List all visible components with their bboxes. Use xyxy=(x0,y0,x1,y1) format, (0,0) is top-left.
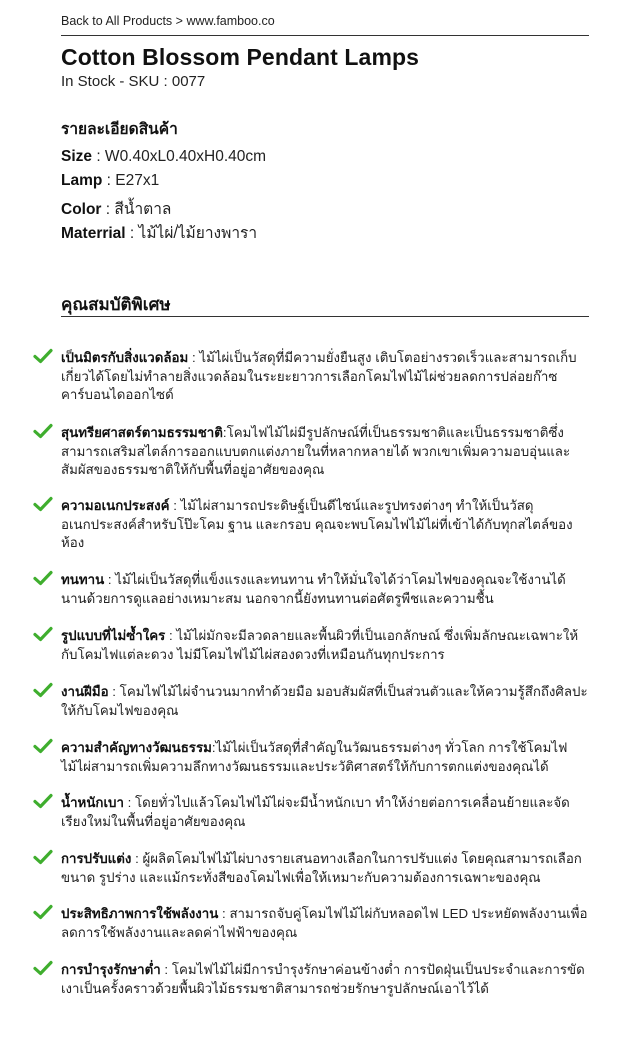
feature-text xyxy=(61,739,591,776)
feature-description: : ไม้ไผ่มักจะมีลวดลายและพื้นผิวที่เป็นเอกลักษณ์ ซึ่งเพิ่มลักษณะเฉพาะให้กับโคมไฟแต่ละดวง ไม่มีโคมไฟไม้ไผ่สองดวงที่เหมือนกันทุกประการ xyxy=(61,628,579,662)
feature-description: : ไม้ไผ่เป็นวัสดุที่มีความยั่งยืนสูง เติบโตอย่างรวดเร็วและสามารถเก็บเกี่ยวได้โดยไม่ทำลายสิ่งแวดล้อมในระยะยาวการเลือกโคมไฟไม้ไผ่ช่วยลดการปล่อยก๊าซคาร์บอนไดออกไซด์ xyxy=(61,350,577,402)
feature-title: รูปแบบที่ไม่ซ้ำใคร xyxy=(61,628,166,643)
spec-color xyxy=(61,196,171,221)
feature-description: : โคมไฟไม้ไผ่มีการบำรุงรักษาค่อนข้างต่ำ การปัดฝุ่นเป็นประจำและการขัดเงาเป็นครั้งคราวด้วยพื้นผิวไม้ธรรมชาติสามารถช่วยรักษารูปลักษณ์เอาไว้ได้ xyxy=(61,962,585,996)
feature-description: :โคมไฟไม้ไผ่มีรูปลักษณ์ที่เป็นธรรมชาติและเป็นธรรมชาติซึ่งสามารถเสริมสไตล์การออกแบบตกแต่งภายในที่หลากหลายได้ พวกเขาเพิ่มความอบอุ่นและสัมผัสของธรรมชาติให้กับพื้นที่อยู่อาศัยของคุณ xyxy=(61,425,571,477)
feature-description: :ไม้ไผ่เป็นวัสดุที่สำคัญในวัฒนธรรมต่างๆ ทั่วโลก การใช้โคมไฟไม้ไผ่สามารถเพิ่มความลึกทางวัฒนธรรมและประวัติศาสตร์ให้กับการตกแต่งของคุณได้ xyxy=(61,740,568,774)
feature-title: ประสิทธิภาพการใช้พลังงาน xyxy=(61,906,219,921)
feature-text xyxy=(61,961,591,998)
feature-item xyxy=(61,627,591,664)
feature-text xyxy=(61,850,591,887)
feature-description: : โคมไฟไม้ไผ่จำนวนมากทำด้วยมือ มอบสัมผัสที่เป็นส่วนตัวและให้ความรู้สึกถึงศิลปะให้กับโคมไฟของคุณ xyxy=(61,684,588,718)
feature-text xyxy=(61,627,591,664)
breadcrumb xyxy=(61,14,275,28)
feature-item xyxy=(61,794,591,831)
check-icon xyxy=(33,423,53,439)
spec-lamp xyxy=(61,172,159,190)
feature-title: เป็นมิตรกับสิ่งแวดล้อม xyxy=(61,350,189,365)
feature-item xyxy=(61,683,591,720)
details-heading: รายละเอียดสินค้า xyxy=(61,121,178,138)
spec-value: : สีน้ำตาล xyxy=(101,201,172,218)
spec-value: : ไม้ไผ่/ไม้ยางพารา xyxy=(125,225,258,242)
feature-title: ทนทาน xyxy=(61,572,105,587)
divider xyxy=(61,35,589,36)
feature-text xyxy=(61,349,591,405)
spec-label: Color xyxy=(61,201,102,218)
feature-text xyxy=(61,497,591,553)
breadcrumb-site: www.famboo.co xyxy=(186,14,275,28)
stock-sku: In Stock - SKU : 0077 xyxy=(61,73,206,90)
spec-label: Lamp xyxy=(61,172,103,189)
feature-item xyxy=(61,424,591,480)
spec-value: : E27x1 xyxy=(102,172,160,189)
check-icon xyxy=(33,682,53,698)
feature-item xyxy=(61,850,591,887)
feature-item xyxy=(61,497,591,553)
spec-size xyxy=(61,148,266,166)
feature-text xyxy=(61,683,591,720)
feature-item xyxy=(61,571,591,608)
feature-text xyxy=(61,794,591,831)
spec-label: Materrial xyxy=(61,225,126,242)
check-icon xyxy=(33,904,53,920)
feature-text xyxy=(61,571,591,608)
feature-description: : ผู้ผลิตโคมไฟไม้ไผ่บางรายเสนอทางเลือกในการปรับแต่ง โดยคุณสามารถเลือกขนาด รูปร่าง และแม้กระทั่งสีของโคมไฟเพื่อให้เหมาะกับความต้องการเฉพาะของคุณ xyxy=(61,851,582,885)
check-icon xyxy=(33,626,53,642)
feature-item xyxy=(61,905,591,942)
check-icon xyxy=(33,570,53,586)
feature-title: สุนทรียศาสตร์ตามธรรมชาติ xyxy=(61,425,223,440)
back-to-products-link[interactable]: Back to All Products xyxy=(61,14,173,28)
check-icon xyxy=(33,738,53,754)
check-icon xyxy=(33,348,53,364)
spec-material xyxy=(61,220,257,245)
feature-description: : ไม้ไผ่เป็นวัสดุที่แข็งแรงและทนทาน ทำให้มั่นใจได้ว่าโคมไฟของคุณจะใช้งานได้นานด้วยการดูแลอย่างเหมาะสม นอกจากนี้ยังทนทานต่อศัตรูพืชและความชื้น xyxy=(61,572,566,606)
feature-title: ความสำคัญทางวัฒนธรรม xyxy=(61,740,212,755)
check-icon xyxy=(33,496,53,512)
feature-description: : ไม้ไผ่สามารถประดิษฐ์เป็นดีไซน์และรูปทรงต่างๆ ทำให้เป็นวัสดุอเนกประสงค์สำหรับโป๊ะโคม ฐาน และกรอบ คุณจะพบโคมไฟไม้ไผ่ที่เข้าได้กับทุกสไตล์ของห้อง xyxy=(61,498,573,550)
feature-title: งานฝีมือ xyxy=(61,684,109,699)
check-icon xyxy=(33,793,53,809)
feature-description: : โดยทั่วไปแล้วโคมไฟไม้ไผ่จะมีน้ำหนักเบา ทำให้ง่ายต่อการเคลื่อนย้ายและจัดเรียงใหม่ในพื้นที่อยู่อาศัยของคุณ xyxy=(61,795,570,829)
features-heading: คุณสมบัติพิเศษ xyxy=(61,295,171,314)
feature-text xyxy=(61,905,591,942)
feature-title: การบำรุงรักษาต่ำ xyxy=(61,962,161,977)
divider xyxy=(61,316,589,317)
check-icon xyxy=(33,849,53,865)
feature-item xyxy=(61,349,591,405)
feature-text xyxy=(61,424,591,480)
spec-value: : W0.40xL0.40xH0.40cm xyxy=(92,148,267,165)
feature-title: น้ำหนักเบา xyxy=(61,795,124,810)
feature-title: ความอเนกประสงค์ xyxy=(61,498,170,513)
product-title: Cotton Blossom Pendant Lamps xyxy=(61,44,420,70)
breadcrumb-separator: > xyxy=(175,14,183,28)
feature-description: : สามารถจับคู่โคมไฟไม้ไผ่กับหลอดไฟ LED ประหยัดพลังงานเพื่อลดการใช้พลังงานและลดค่าไฟฟ้าของคุณ xyxy=(61,906,588,940)
feature-item xyxy=(61,739,591,776)
check-icon xyxy=(33,960,53,976)
spec-label: Size xyxy=(61,148,93,165)
feature-item xyxy=(61,961,591,998)
feature-title: การปรับแต่ง xyxy=(61,851,132,866)
